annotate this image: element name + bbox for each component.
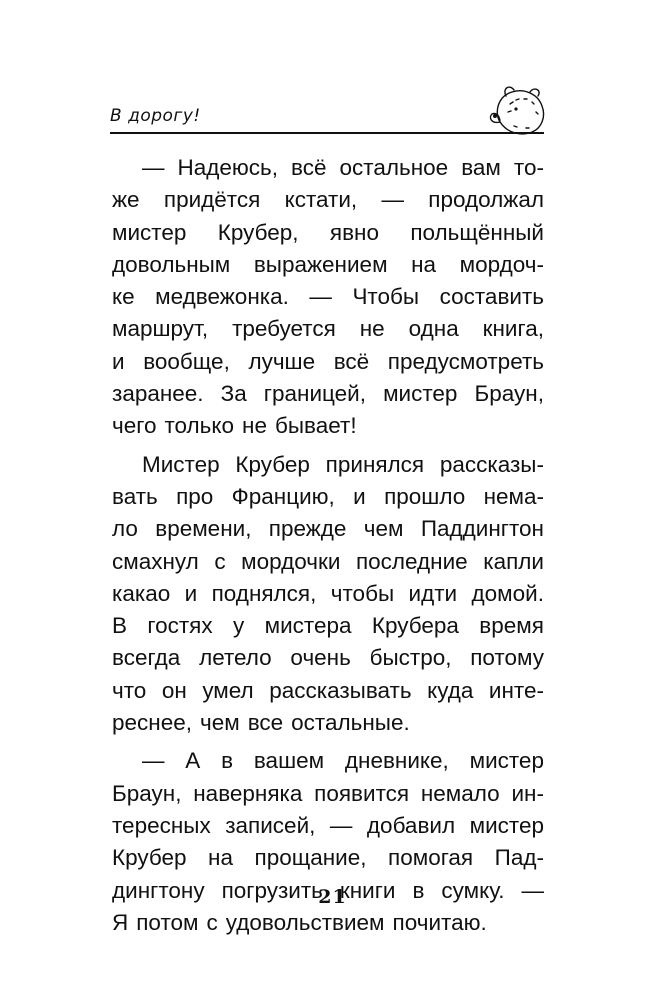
- text-line: — А в вашем дневнике, мистер: [142, 748, 544, 774]
- text-line: всегда летело очень быстро, потому: [112, 645, 544, 671]
- text-line: ке медвежонка. — Чтобы составить: [112, 284, 544, 310]
- text-line: реснее, чем все остальные.: [112, 710, 410, 736]
- text-line: мистер Крубер, явно польщённый: [112, 219, 544, 245]
- text-line: маршрут, требуется не одна книга,: [112, 316, 544, 342]
- running-title: В дорогу!: [110, 106, 201, 126]
- text-line: же придётся кстати, — продолжал: [112, 187, 544, 213]
- text-line: смахнул с мордочки последние капли: [112, 548, 544, 574]
- text-line: чего только не бывает!: [112, 413, 357, 439]
- text-line: Мистер Крубер принялся рассказы-: [142, 451, 544, 477]
- text-line: довольным выражением на мордоч-: [112, 251, 544, 277]
- text-line: и вообще, лучше всё предусмотреть: [112, 348, 544, 374]
- text-line: — Надеюсь, всё остальное вам то-: [142, 155, 544, 180]
- header-rule: [110, 132, 544, 134]
- text-line: Крубер на прощание, помогая Пад-: [112, 845, 544, 871]
- text-line: дингтону погрузить книги в сумку. —: [112, 877, 544, 903]
- text-line: вать про Францию, и прошло нема-: [112, 483, 544, 509]
- page-number: 21: [318, 886, 347, 908]
- text-line: что он умел рассказывать куда инте-: [112, 677, 544, 703]
- text-line: тересных записей, — добавил мистер: [112, 812, 544, 838]
- text-line: заранее. За границей, мистер Браун,: [112, 381, 544, 407]
- text-line: какао и поднялся, чтобы идти домой.: [112, 580, 544, 606]
- text-line: В гостях у мистера Крубера время: [112, 613, 544, 639]
- text-line: Браун, наверняка появится немало ин-: [112, 780, 544, 806]
- text-line: Я потом с удовольствием почитаю.: [112, 909, 487, 935]
- body-text: [112, 152, 544, 939]
- bear-head-icon: [486, 82, 548, 138]
- text-line: ло времени, прежде чем Паддингтон: [112, 516, 544, 542]
